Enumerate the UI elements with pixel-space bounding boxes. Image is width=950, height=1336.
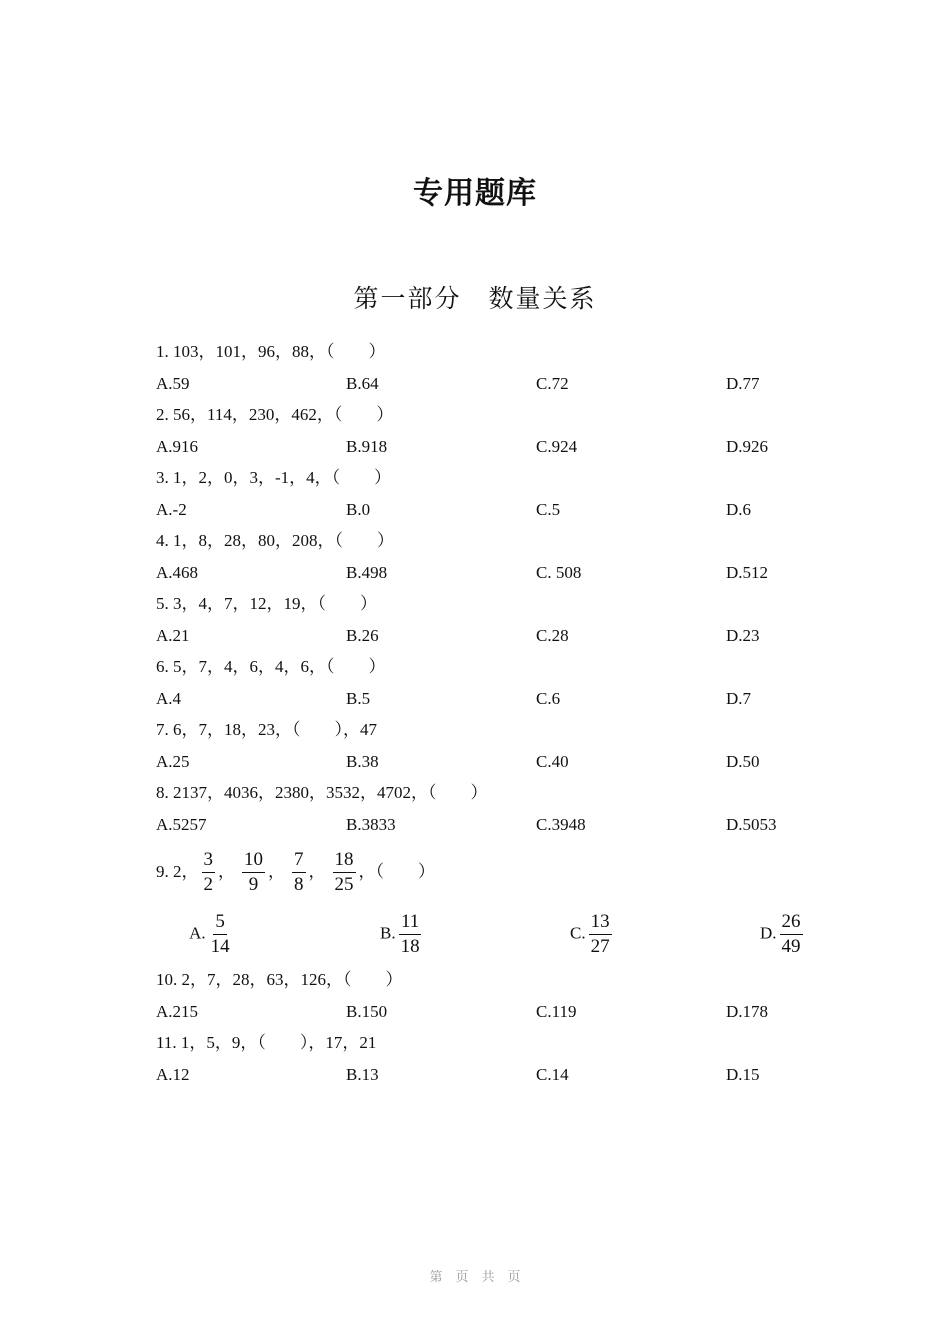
question-stem: 11. 1，5，9，（ ），17，21: [156, 1033, 377, 1052]
option-b: B.64: [346, 374, 379, 393]
option-d: D.77: [726, 374, 760, 393]
document-title: 专用题库: [413, 176, 537, 211]
option-a: A.25: [156, 752, 190, 771]
option-b: B.150: [346, 1002, 388, 1021]
numerator: 11: [399, 910, 421, 935]
question-stem: 6. 5，7，4，6，4，6，（ ）: [156, 657, 386, 676]
option-c: C.5: [536, 500, 561, 519]
option-row: [156, 808, 836, 841]
option-a: A.916: [156, 437, 199, 456]
question-1: [156, 337, 836, 400]
option-row: [156, 903, 836, 965]
option-d: D.15: [726, 1065, 760, 1084]
option-a: A.4: [156, 689, 182, 708]
question-stem: 5. 3，4，7，12，19，（ ）: [156, 594, 377, 613]
option-c: C.14: [536, 1065, 569, 1084]
fraction: [589, 910, 612, 959]
option-row: [156, 745, 836, 778]
option-a: A.5257: [156, 815, 207, 834]
question-5: [156, 589, 836, 652]
option-row: [156, 556, 836, 589]
question-4: [156, 526, 836, 589]
option-a: A.215: [156, 1002, 199, 1021]
option-d: [726, 877, 836, 992]
option-a: A.-2: [156, 500, 187, 519]
fraction: [780, 910, 803, 959]
question-suffix: ，（ ）: [358, 862, 435, 881]
numerator: 10: [242, 848, 265, 873]
question-7: [156, 715, 836, 778]
option-b: B.5: [346, 689, 371, 708]
option-c: [536, 877, 726, 992]
question-8: [156, 778, 836, 841]
question-list: [156, 337, 836, 1091]
question-stem: 1. 103，101，96，88，（ ）: [156, 342, 386, 361]
option-b: B.38: [346, 752, 379, 771]
denominator: 27: [590, 935, 610, 957]
option-a: A.468: [156, 563, 199, 582]
question-9: [156, 841, 836, 965]
option-d: D.178: [726, 1002, 769, 1021]
option-row: [156, 1058, 836, 1091]
option-d: D.7: [726, 689, 752, 708]
option-b: B.13: [346, 1065, 379, 1084]
option-a: A.59: [156, 374, 190, 393]
page-footer: 第 页 共 页: [429, 1269, 521, 1284]
separator: ，: [218, 862, 235, 881]
option-row: [156, 493, 836, 526]
numerator: 5: [213, 910, 227, 935]
question-2: [156, 400, 836, 463]
option-a: A.21: [156, 626, 190, 645]
fraction: [209, 910, 232, 959]
option-c: C.3948: [536, 815, 586, 834]
option-c: C.924: [536, 437, 578, 456]
numerator: 7: [292, 848, 306, 873]
separator: ，: [308, 862, 326, 881]
separator: ，: [268, 862, 285, 881]
option-c: C.119: [536, 1002, 577, 1021]
question-6: [156, 652, 836, 715]
question-stem: 7. 6，7，18，23，（ ），47: [156, 720, 377, 739]
option-d: D.5053: [726, 815, 777, 834]
denominator: 18: [400, 935, 420, 957]
option-c: C.6: [536, 689, 561, 708]
option-c: C. 508: [536, 563, 582, 582]
option-row: [156, 619, 836, 652]
option-label: C.: [570, 922, 586, 942]
denominator: 9: [248, 873, 259, 895]
question-stem: 10. 2，7，28，63，126，（ ）: [156, 970, 403, 989]
option-d: D.6: [726, 500, 752, 519]
question-stem: 3. 1，2，0，3，-1，4，（ ）: [156, 468, 392, 487]
option-b: B.26: [346, 626, 379, 645]
option-b: B.0: [346, 500, 371, 519]
denominator: 25: [334, 873, 354, 895]
numerator: 26: [780, 910, 803, 935]
denominator: 8: [294, 873, 304, 895]
option-d: D.50: [726, 752, 760, 771]
section-heading: 第一部分 数量关系: [353, 284, 597, 313]
denominator: 2: [203, 873, 213, 895]
question-stem: 4. 1，8，28，80，208，（ ）: [156, 531, 394, 550]
option-b: B.918: [346, 437, 388, 456]
numerator: 3: [202, 848, 216, 873]
question-11: [156, 1028, 836, 1091]
denominator: 49: [781, 935, 801, 957]
denominator: 14: [210, 935, 230, 957]
option-row: [156, 430, 836, 463]
option-b: B.498: [346, 563, 388, 582]
option-d: D.23: [726, 626, 760, 645]
option-c: C.40: [536, 752, 569, 771]
option-label: D.: [760, 922, 777, 942]
fraction: [399, 910, 422, 959]
option-row: [156, 682, 836, 715]
question-3: [156, 463, 836, 526]
question-stem: 8. 2137，4036，2380，3532，4702，（ ）: [156, 783, 488, 802]
option-c: C.28: [536, 626, 569, 645]
option-label: A.: [189, 922, 206, 942]
option-b: B.3833: [346, 815, 396, 834]
option-row: [156, 995, 836, 1028]
option-label: B.: [380, 922, 396, 942]
option-d: D.926: [726, 437, 769, 456]
option-row: [156, 367, 836, 400]
option-a: A.12: [156, 1065, 190, 1084]
numerator: 18: [333, 848, 356, 873]
option-d: D.512: [726, 563, 769, 582]
question-stem: 2. 56，114，230，462，（ ）: [156, 405, 394, 424]
option-c: C.72: [536, 374, 569, 393]
question-prefix: 9. 2，: [156, 862, 199, 881]
numerator: 13: [589, 910, 612, 935]
